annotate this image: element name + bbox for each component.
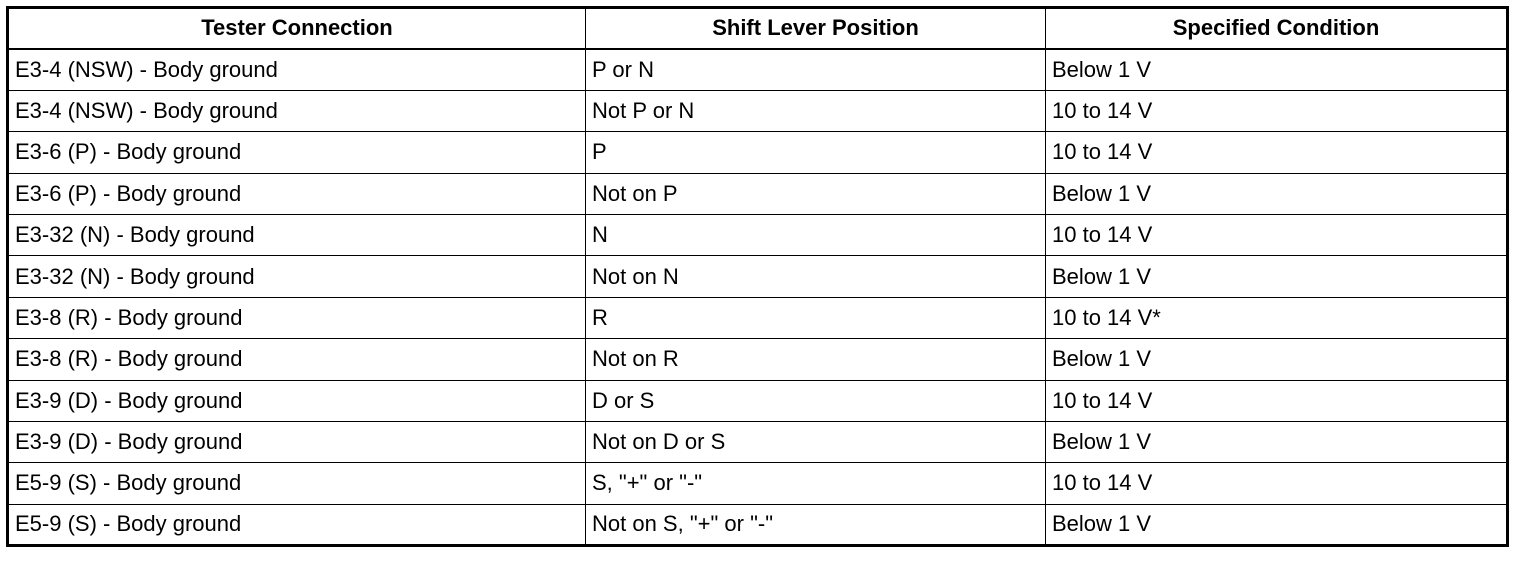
cell-shift-lever-position: Not on D or S bbox=[586, 421, 1046, 462]
cell-shift-lever-position: N bbox=[586, 214, 1046, 255]
cell-tester-connection: E5-9 (S) - Body ground bbox=[8, 504, 586, 545]
cell-shift-lever-position: R bbox=[586, 297, 1046, 338]
table-row bbox=[8, 339, 1508, 380]
cell-tester-connection: E3-8 (R) - Body ground bbox=[8, 297, 586, 338]
cell-shift-lever-position: Not on P bbox=[586, 173, 1046, 214]
specification-table bbox=[6, 6, 1509, 547]
cell-specified-condition: 10 to 14 V bbox=[1046, 90, 1508, 131]
cell-tester-connection: E3-6 (P) - Body ground bbox=[8, 132, 586, 173]
cell-shift-lever-position: S, "+" or "-" bbox=[586, 463, 1046, 504]
table-body bbox=[8, 49, 1508, 546]
cell-specified-condition: Below 1 V bbox=[1046, 339, 1508, 380]
cell-specified-condition: Below 1 V bbox=[1046, 256, 1508, 297]
header-specified-condition: Specified Condition bbox=[1046, 8, 1508, 49]
table-row bbox=[8, 90, 1508, 131]
cell-shift-lever-position: P bbox=[586, 132, 1046, 173]
cell-specified-condition: 10 to 14 V* bbox=[1046, 297, 1508, 338]
table-row bbox=[8, 214, 1508, 255]
cell-tester-connection: E3-8 (R) - Body ground bbox=[8, 339, 586, 380]
table-row bbox=[8, 132, 1508, 173]
cell-tester-connection: E3-6 (P) - Body ground bbox=[8, 173, 586, 214]
cell-shift-lever-position: Not on S, "+" or "-" bbox=[586, 504, 1046, 545]
table-row bbox=[8, 463, 1508, 504]
cell-tester-connection: E3-32 (N) - Body ground bbox=[8, 256, 586, 297]
cell-tester-connection: E5-9 (S) - Body ground bbox=[8, 463, 586, 504]
header-row bbox=[8, 8, 1508, 49]
cell-specified-condition: 10 to 14 V bbox=[1046, 463, 1508, 504]
cell-shift-lever-position: Not on N bbox=[586, 256, 1046, 297]
cell-specified-condition: 10 to 14 V bbox=[1046, 132, 1508, 173]
cell-specified-condition: Below 1 V bbox=[1046, 49, 1508, 90]
cell-shift-lever-position: Not on R bbox=[586, 339, 1046, 380]
cell-tester-connection: E3-9 (D) - Body ground bbox=[8, 421, 586, 462]
table-row bbox=[8, 380, 1508, 421]
cell-specified-condition: 10 to 14 V bbox=[1046, 214, 1508, 255]
cell-tester-connection: E3-32 (N) - Body ground bbox=[8, 214, 586, 255]
table-row bbox=[8, 504, 1508, 545]
cell-specified-condition: 10 to 14 V bbox=[1046, 380, 1508, 421]
cell-tester-connection: E3-4 (NSW) - Body ground bbox=[8, 49, 586, 90]
table-row bbox=[8, 421, 1508, 462]
cell-specified-condition: Below 1 V bbox=[1046, 421, 1508, 462]
cell-specified-condition: Below 1 V bbox=[1046, 504, 1508, 545]
cell-specified-condition: Below 1 V bbox=[1046, 173, 1508, 214]
table-row bbox=[8, 173, 1508, 214]
header-shift-lever-position: Shift Lever Position bbox=[586, 8, 1046, 49]
table-row bbox=[8, 256, 1508, 297]
table-header bbox=[8, 8, 1508, 49]
table-row bbox=[8, 297, 1508, 338]
cell-tester-connection: E3-4 (NSW) - Body ground bbox=[8, 90, 586, 131]
cell-shift-lever-position: D or S bbox=[586, 380, 1046, 421]
cell-shift-lever-position: P or N bbox=[586, 49, 1046, 90]
table-row bbox=[8, 49, 1508, 90]
cell-shift-lever-position: Not P or N bbox=[586, 90, 1046, 131]
cell-tester-connection: E3-9 (D) - Body ground bbox=[8, 380, 586, 421]
header-tester-connection: Tester Connection bbox=[8, 8, 586, 49]
